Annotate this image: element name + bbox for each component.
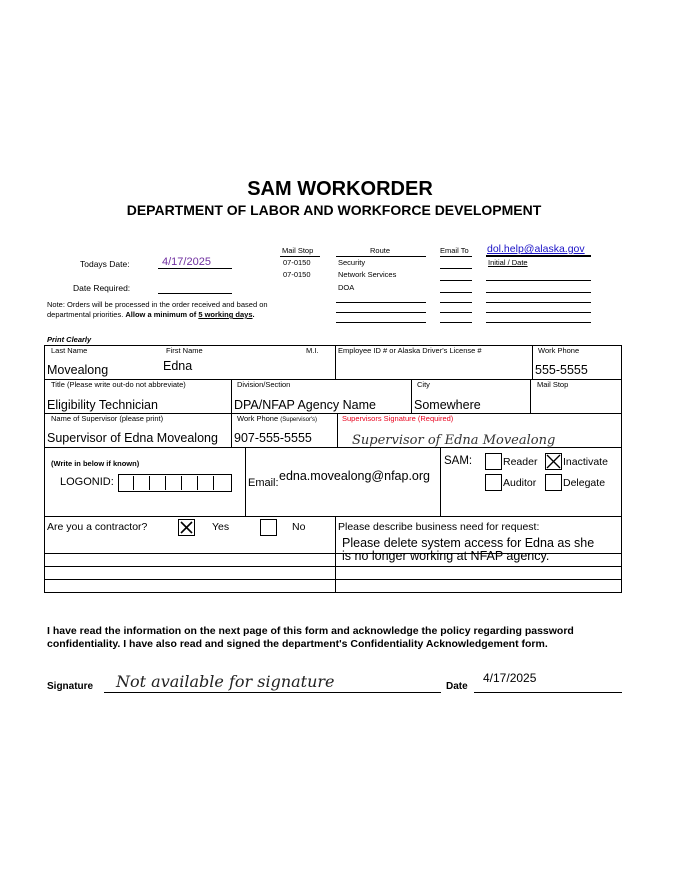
supervisor-name-value[interactable]: Supervisor of Edna Movealong [47, 431, 218, 445]
mail-stop-header-rule [280, 256, 320, 257]
grid-vline-right [621, 345, 622, 592]
email-to-rule-3 [440, 292, 472, 293]
date-label: Date [446, 681, 468, 692]
business-need-line-1[interactable]: Please delete system access for Edna as she [342, 536, 595, 550]
initial-rule-5 [486, 322, 591, 323]
logonid-divider [165, 476, 166, 490]
initial-rule-1 [486, 280, 591, 281]
supervisor-signature-label: Supervisors Signature (Required) [342, 414, 454, 423]
mail-stop-2: 07-0150 [283, 270, 311, 279]
date-required-label: Date Required: [73, 283, 131, 293]
date-value[interactable]: 4/17/2025 [483, 671, 537, 685]
signature-underline [104, 692, 441, 693]
initial-rule-4 [486, 312, 591, 313]
route-header: Route [370, 246, 391, 255]
email-to-rule-2 [440, 280, 472, 281]
mail-stop-1: 07-0150 [283, 258, 311, 267]
signature-value[interactable]: Not available for signature [116, 672, 335, 691]
city-label: City [417, 380, 430, 389]
date-required-underline [158, 293, 232, 294]
grid-vline-r4-a [245, 447, 246, 516]
route-header-rule [336, 256, 426, 257]
grid-line-row7 [44, 566, 622, 567]
supervisor-phone-label: Work Phone (Supervisor's) [237, 414, 318, 423]
email-to-rule-6 [440, 322, 472, 323]
check-x-icon [546, 454, 561, 469]
route-rule-2 [336, 312, 426, 313]
grid-vline-r1-a [335, 345, 336, 379]
form-subtitle: DEPARTMENT OF LABOR AND WORKFORCE DEVELOPMENT [126, 202, 542, 218]
route-rule-3 [336, 322, 426, 323]
contractor-no-label: No [292, 521, 306, 533]
grid-line-top [44, 345, 622, 346]
email-to-header-rule [440, 256, 472, 257]
grid-vline-r2-b [411, 379, 412, 413]
contractor-yes-checkbox[interactable] [178, 519, 195, 536]
email-to-link[interactable]: dol.help@alaska.gov [487, 243, 585, 255]
sam-reader-label: Reader [503, 456, 538, 468]
sam-inactivate-label: Inactivate [563, 456, 608, 468]
grid-vline-r3-a [231, 413, 232, 447]
signature-label: Signature [47, 681, 94, 692]
mail-stop-label: Mail Stop [537, 380, 569, 389]
contractor-no-checkbox[interactable] [260, 519, 277, 536]
acknowledge-line-1: I have read the information on the next page of this form and acknowledge the policy regarding password [47, 625, 574, 637]
business-need-label: Please describe business need for request: [338, 521, 540, 533]
grid-vline-r2-a [231, 379, 232, 413]
grid-vline-left [44, 345, 45, 592]
initial-rule-3 [486, 302, 591, 303]
business-need-line-2[interactable]: is no longer working at NFAP agency. [342, 549, 550, 563]
work-phone-label: Work Phone [538, 346, 580, 355]
sam-reader-checkbox[interactable] [485, 453, 502, 470]
todays-date-value[interactable]: 4/17/2025 [162, 256, 211, 268]
title-label: Title (Please write out-do not abbreviate) [51, 380, 186, 389]
logonid-divider [149, 476, 150, 490]
route-1: Security [338, 258, 366, 267]
email-to-rule-4 [440, 302, 472, 303]
sam-inactivate-checkbox[interactable] [545, 453, 562, 470]
logonid-divider [133, 476, 134, 490]
city-value[interactable]: Somewhere [414, 398, 481, 412]
first-name-value[interactable]: Edna [163, 359, 193, 373]
sam-label: SAM: [444, 455, 473, 467]
sam-delegate-label: Delegate [563, 477, 606, 489]
title-value[interactable]: Eligibility Technician [47, 398, 158, 412]
email-to-rule-1 [440, 268, 472, 269]
division-value[interactable]: DPA/NFAP Agency Name [234, 398, 376, 412]
grid-line-bottom [44, 592, 622, 593]
todays-date-label: Todays Date: [80, 259, 130, 269]
supervisor-name-label: Name of Supervisor (please print) [51, 414, 164, 423]
first-name-label: First Name [166, 346, 203, 355]
contractor-label: Are you a contractor? [47, 521, 148, 533]
work-phone-value[interactable]: 555-5555 [535, 363, 588, 377]
mail-stop-header: Mail Stop [282, 246, 314, 255]
mi-label: M.I. [306, 346, 319, 355]
note-line-2: departmental priorities. Allow a minimum of 5 working days. [47, 310, 255, 319]
sam-auditor-checkbox[interactable] [485, 474, 502, 491]
division-label: Division/Section [237, 380, 291, 389]
grid-vline-r1-b [532, 345, 533, 379]
email-value[interactable]: edna.movealong@nfap.org [279, 469, 430, 483]
check-x-icon [179, 520, 194, 535]
route-3: DOA [338, 283, 355, 292]
last-name-value[interactable]: Movealong [47, 363, 109, 377]
supervisor-phone-value[interactable]: 907-555-5555 [234, 431, 312, 445]
initial-rule-2 [486, 292, 591, 293]
email-label: Email: [248, 477, 279, 489]
todays-date-underline [158, 268, 232, 269]
logonid-divider [181, 476, 182, 490]
acknowledge-line-2: confidentiality. I have also read and signed the department's Confidentiality Acknowledgement form. [47, 638, 548, 650]
last-name-label: Last Name [51, 346, 88, 355]
grid-line-row8 [44, 579, 622, 580]
route-2: Network Services [338, 270, 397, 279]
sam-auditor-label: Auditor [503, 477, 537, 489]
write-in-label: (Write in below if known) [51, 459, 140, 468]
email-to-rule-5 [440, 312, 472, 313]
logonid-input[interactable] [118, 474, 232, 492]
date-underline [474, 692, 622, 693]
initial-date-header: Initial / Date [488, 258, 528, 267]
contractor-yes-label: Yes [212, 521, 230, 533]
employee-id-label: Employee ID # or Alaska Driver's License # [338, 346, 482, 355]
form-title: SAM WORKORDER [247, 178, 433, 200]
sam-delegate-checkbox[interactable] [545, 474, 562, 491]
email-link-rule [486, 255, 591, 257]
grid-vline-r4-b [440, 447, 441, 516]
grid-line-row5 [44, 516, 622, 517]
print-clearly-label: Print Clearly [47, 335, 92, 344]
route-rule-1 [336, 302, 426, 303]
logonid-divider [213, 476, 214, 490]
note-line-1: Note: Orders will be processed in the order received and based on [47, 300, 268, 309]
logonid-label: LOGONID: [60, 476, 114, 488]
logonid-divider [197, 476, 198, 490]
grid-vline-r5 [335, 516, 336, 592]
grid-vline-r3-b [337, 413, 338, 447]
supervisor-signature-value[interactable]: Supervisor of Edna Movealong [352, 433, 556, 448]
grid-vline-r2-c [530, 379, 531, 413]
email-to-header: Email To [440, 246, 469, 255]
